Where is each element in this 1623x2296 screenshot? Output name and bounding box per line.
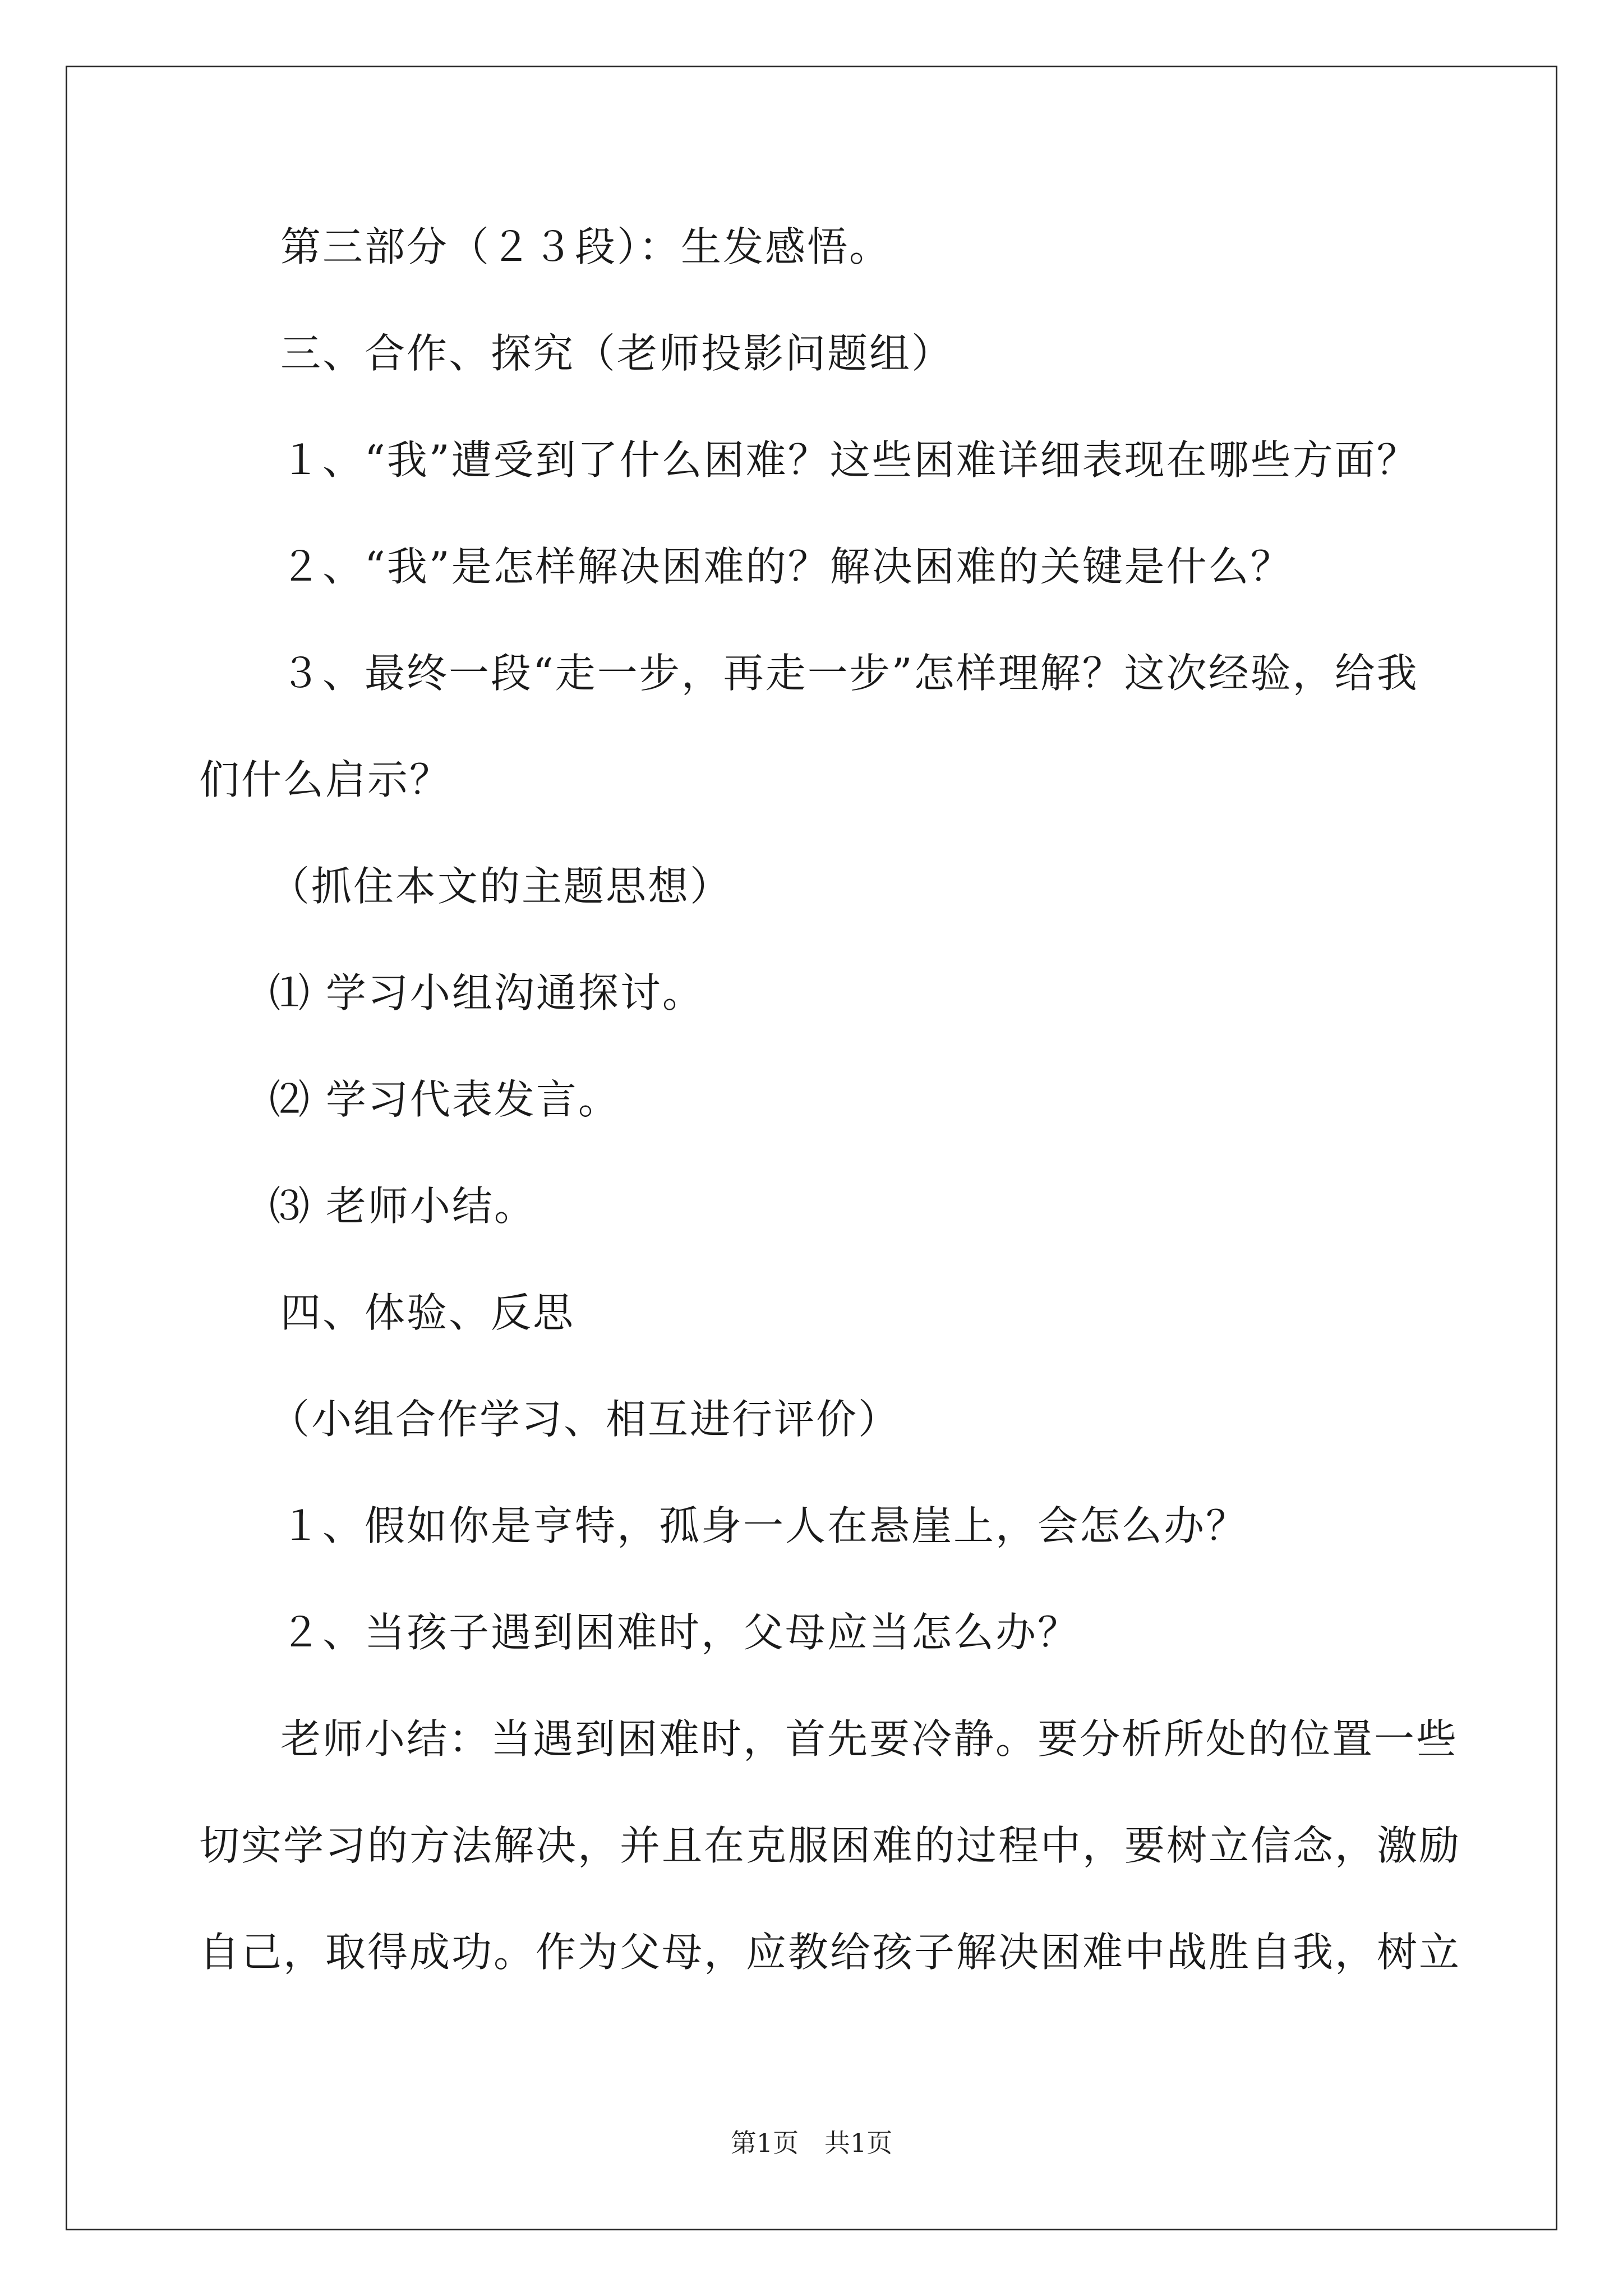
- text-line: 三、合作、探究（老师投影问题组）: [280, 330, 954, 377]
- text-line: ３、最终一段“走一步，再走一步”怎样理解？这次经验，给我: [280, 650, 1419, 697]
- page-frame: [66, 66, 1557, 2230]
- text-line: （小组合作学习、相互进行评价）: [269, 1396, 901, 1443]
- text-line: 四、体验、反思: [280, 1289, 575, 1336]
- text-line: ⑶ 老师小结。: [269, 1182, 536, 1230]
- text-line: ⑵ 学习代表发言。: [269, 1076, 620, 1123]
- text-line: 自己，取得成功。作为父母，应教给孩子解决困难中战胜自我，树立: [199, 1929, 1461, 1976]
- text-line: （抓住本文的主题思想）: [269, 863, 732, 910]
- text-line: 老师小结：当遇到困难时，首先要冷静。要分析所处的位置一些: [280, 1715, 1459, 1763]
- text-line: ２、“我”是怎样解决困难的？解决困难的关键是什么？: [280, 543, 1293, 590]
- text-line: １、假如你是亨特，孤身一人在悬崖上，会怎么办？: [280, 1502, 1248, 1549]
- text-line: ⑴ 学习小组沟通探讨。: [269, 969, 704, 1016]
- text-line: １、“我”遭受到了什么困难？这些困难详细表现在哪些方面？: [280, 436, 1419, 484]
- text-line: ２、当孩子遇到困难时，父母应当怎么办？: [280, 1609, 1080, 1656]
- text-line: 们什么启示？: [199, 756, 452, 803]
- page-footer: 第1页 共1页: [730, 2128, 893, 2158]
- text-line: 第三部分（２３段）：生发感悟。: [280, 223, 892, 270]
- text-line: 切实学习的方法解决，并且在克服困难的过程中，要树立信念，激励: [199, 1822, 1461, 1869]
